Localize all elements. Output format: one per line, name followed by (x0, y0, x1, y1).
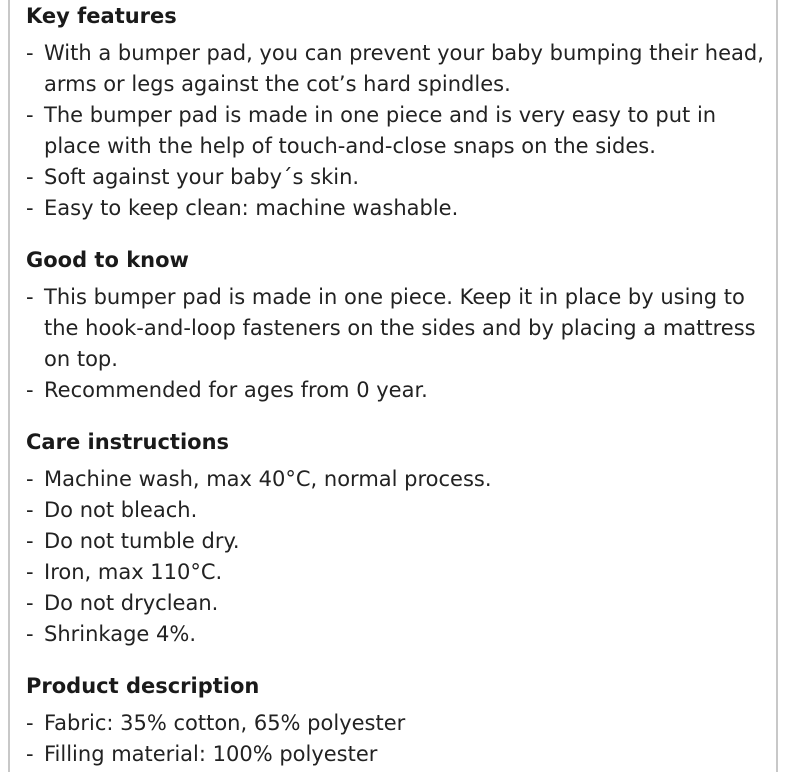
bullet-dash: - (26, 196, 34, 220)
list-item-text: This bumper pad is made in one piece. Keep it in place by using to the hook-and-loop fasteners on the sides and by placing a mattress on top. (44, 285, 756, 371)
list-item-text: Shrinkage 4%. (44, 622, 196, 646)
care-instructions-heading: Care instructions (26, 430, 230, 454)
bullet-dash: - (26, 378, 34, 402)
list-item-text: Do not bleach. (44, 498, 198, 522)
bullet-dash: - (26, 529, 34, 553)
list-item (26, 193, 771, 224)
product-description-section (26, 670, 771, 770)
list-item-text: Do not tumble dry. (44, 529, 240, 553)
list-item (26, 38, 771, 100)
product-description-list (26, 708, 771, 770)
list-item-text: Soft against your baby´s skin. (44, 165, 360, 189)
list-item-text: Machine wash, max 40°C, normal process. (44, 467, 492, 491)
content-frame (8, 0, 778, 772)
list-item (26, 557, 771, 588)
list-item (26, 464, 771, 495)
bullet-dash: - (26, 498, 34, 522)
list-item (26, 739, 771, 770)
bullet-dash: - (26, 560, 34, 584)
list-item-text: Filling material: 100% polyester (44, 742, 378, 766)
list-item-text: Do not dryclean. (44, 591, 219, 615)
key-features-list (26, 38, 771, 224)
bullet-dash: - (26, 467, 34, 491)
good-to-know-heading: Good to know (26, 248, 189, 272)
list-item-text: Iron, max 110°C. (44, 560, 223, 584)
bullet-dash: - (26, 165, 34, 189)
care-instructions-list (26, 464, 771, 650)
bullet-dash: - (26, 285, 34, 309)
list-item (26, 100, 771, 162)
list-item-text: Easy to keep clean: machine washable. (44, 196, 459, 220)
list-item (26, 495, 771, 526)
bullet-dash: - (26, 742, 34, 766)
list-item (26, 588, 771, 619)
care-instructions-section (26, 426, 771, 650)
bullet-dash: - (26, 41, 34, 65)
bullet-dash: - (26, 103, 34, 127)
list-item (26, 375, 771, 406)
list-item (26, 708, 771, 739)
list-item (26, 526, 771, 557)
product-description-heading: Product description (26, 674, 260, 698)
key-features-heading: Key features (26, 4, 177, 28)
list-item-text: Fabric: 35% cotton, 65% polyester (44, 711, 406, 735)
list-item (26, 282, 771, 375)
key-features-section (26, 0, 771, 224)
good-to-know-section (26, 244, 771, 406)
bullet-dash: - (26, 591, 34, 615)
bullet-dash: - (26, 711, 34, 735)
good-to-know-list (26, 282, 771, 406)
list-item (26, 162, 771, 193)
list-item-text: With a bumper pad, you can prevent your baby bumping their head, arms or legs against the cot’s hard spindles. (44, 41, 764, 96)
list-item-text: The bumper pad is made in one piece and is very easy to put in place with the help of touch-and-close snaps on the sides. (44, 103, 717, 158)
bullet-dash: - (26, 622, 34, 646)
list-item (26, 619, 771, 650)
list-item-text: Recommended for ages from 0 year. (44, 378, 428, 402)
